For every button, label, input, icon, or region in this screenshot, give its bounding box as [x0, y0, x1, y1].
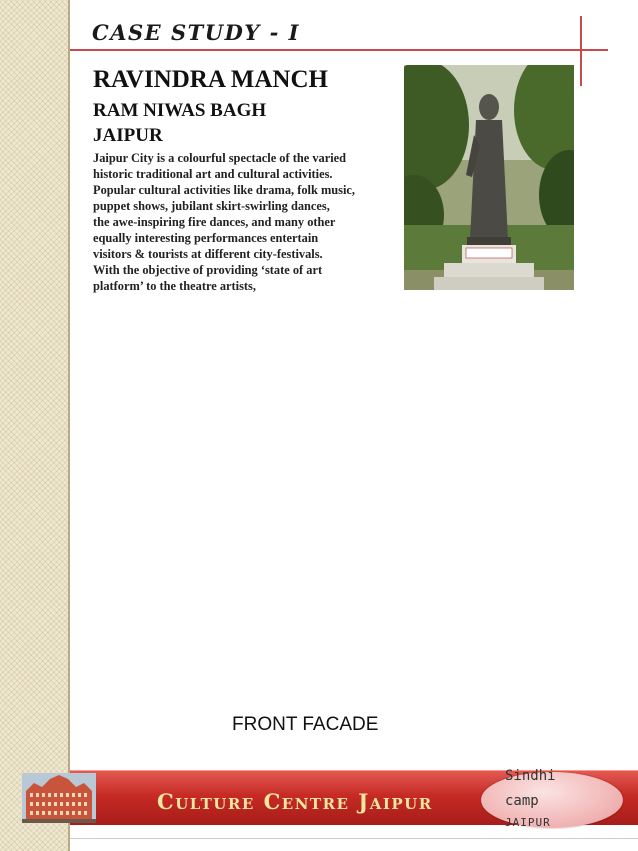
header-corner-rule: [580, 16, 582, 86]
decorative-side-strip: [0, 0, 68, 851]
page-bottom-rule: [70, 838, 638, 839]
venue-city: JAIPUR: [93, 125, 163, 146]
page-header-title: CASE STUDY - I: [92, 20, 300, 45]
badge-line-2: camp: [505, 793, 539, 809]
hawa-mahal-thumbnail: [22, 773, 96, 823]
header-divider: [70, 49, 608, 51]
description-paragraph: Jaipur City is a colourful spectacle of the varied historic traditional art and cultural activities. Popular cultural activities like drama, folk music, puppet shows, jubilant skirt-swirling dances, the awe-inspiring fire dances, and many other equally interesting performances entertain visitors & tourists at different city-festivals. With the objective of providing ‘state of art platform’ to the theatre artists,: [93, 151, 356, 293]
badge-line-1: Sindhi: [505, 768, 556, 784]
venue-title: RAVINDRA MANCH: [93, 66, 328, 93]
photo-caption: FRONT FACADE: [232, 714, 379, 735]
badge-line-3: JAIPUR: [505, 816, 551, 829]
side-strip-border: [68, 0, 70, 851]
footer-title: Culture Centre Jaipur: [157, 789, 433, 814]
venue-location: RAM NIWAS BAGH: [93, 100, 267, 121]
statue-photo: [404, 65, 574, 290]
